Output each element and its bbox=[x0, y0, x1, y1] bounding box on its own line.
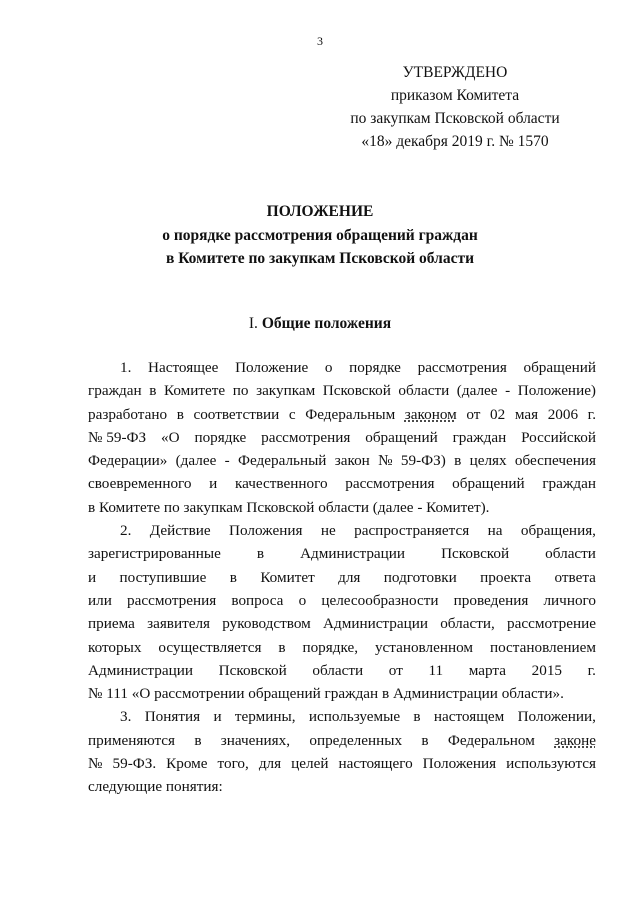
word: проекта bbox=[480, 568, 532, 586]
word: в bbox=[421, 731, 429, 749]
word: подготовки bbox=[383, 568, 457, 586]
word: в bbox=[413, 708, 421, 726]
law-link[interactable]: законом bbox=[404, 405, 457, 423]
paragraph-line bbox=[88, 659, 596, 682]
word: Настоящее bbox=[148, 359, 219, 376]
word: порядке, bbox=[302, 638, 359, 656]
page-number: 3 bbox=[317, 34, 323, 48]
word: в bbox=[278, 638, 286, 656]
section-title: Общие положения bbox=[261, 315, 392, 332]
word: граждан bbox=[452, 428, 507, 446]
document-title bbox=[0, 200, 640, 271]
line-text bbox=[88, 403, 596, 426]
paragraph-line bbox=[88, 636, 596, 659]
word: которых bbox=[88, 638, 142, 656]
word: настоящем bbox=[433, 708, 505, 726]
paragraph-line: в Комитете по закупкам Псковской области (далее - Комитет). bbox=[88, 498, 490, 516]
word: постановлением bbox=[489, 638, 596, 656]
word: осуществляется bbox=[158, 638, 262, 656]
word: и bbox=[209, 475, 218, 493]
word: рассмотрения bbox=[261, 428, 351, 446]
paragraph-line bbox=[88, 519, 596, 542]
word: не bbox=[320, 522, 336, 540]
text: от 02 мая 2006 г. bbox=[456, 405, 596, 423]
word: значениях, bbox=[220, 731, 291, 749]
word: 3. bbox=[120, 708, 132, 726]
word: о bbox=[324, 359, 333, 376]
approval-block bbox=[325, 61, 585, 153]
line-text: Федерации» (далее - Федеральный закон № 59-ФЗ) в целях обеспечения bbox=[88, 452, 596, 470]
word: обращений bbox=[452, 475, 525, 493]
word: Псковской bbox=[218, 661, 287, 679]
word: определенных bbox=[309, 731, 403, 749]
section-number: I. bbox=[248, 315, 262, 332]
word: ответа bbox=[554, 568, 596, 586]
word: Федеральном bbox=[447, 731, 535, 749]
word: рассмотрения bbox=[417, 359, 507, 376]
text: разработано в соответствии с Федеральным bbox=[88, 405, 405, 423]
paragraph-line bbox=[88, 403, 596, 426]
word: и bbox=[213, 708, 222, 726]
paragraph-line bbox=[88, 612, 596, 635]
approval-line: «18» декабря 2019 г. № 1570 bbox=[361, 133, 549, 150]
paragraph-line bbox=[88, 705, 596, 728]
word: распространяется bbox=[354, 522, 470, 540]
word: обращений bbox=[365, 428, 438, 446]
line-text: граждан в Комитете по закупкам Псковской области (далее - Положение) bbox=[88, 382, 596, 400]
word: качественного bbox=[235, 475, 328, 493]
word: «О bbox=[161, 428, 180, 446]
section-heading bbox=[0, 315, 640, 333]
word: применяются bbox=[88, 731, 176, 749]
paragraph-line bbox=[88, 729, 596, 752]
paragraph-line bbox=[88, 589, 596, 612]
word: и bbox=[88, 568, 97, 586]
law-link[interactable]: законе bbox=[554, 731, 596, 749]
paragraph-line bbox=[88, 542, 596, 565]
word: установленном bbox=[374, 638, 474, 656]
word: поступившие bbox=[119, 568, 207, 586]
paragraph-line bbox=[88, 752, 596, 775]
document-body bbox=[88, 356, 596, 799]
paragraph-line: следующие понятия: bbox=[88, 778, 223, 796]
paragraph-line bbox=[88, 566, 596, 589]
word: 11 bbox=[428, 661, 444, 679]
paragraph-line bbox=[88, 379, 596, 402]
word: на bbox=[487, 522, 503, 540]
title-line: ПОЛОЖЕНИЕ bbox=[266, 203, 374, 220]
approval-line: по закупкам Псковской области bbox=[350, 110, 560, 127]
paragraph-line bbox=[88, 472, 596, 495]
word: зарегистрированные bbox=[88, 545, 221, 563]
word: от bbox=[388, 661, 403, 679]
word: обращений bbox=[523, 359, 596, 376]
line-text: № 59-ФЗ. Кроме того, для целей настоящего Положения используются bbox=[88, 755, 596, 773]
word: г. bbox=[587, 661, 596, 679]
word: 2. bbox=[120, 522, 132, 540]
word: порядке bbox=[194, 428, 247, 446]
word: в bbox=[194, 731, 202, 749]
word: области bbox=[312, 661, 364, 679]
word: используемые bbox=[308, 708, 401, 726]
word: Действие bbox=[149, 522, 211, 540]
word: обращения, bbox=[520, 522, 596, 540]
word: рассмотрения bbox=[345, 475, 435, 493]
word: Российской bbox=[521, 428, 596, 446]
word: области bbox=[545, 545, 596, 563]
word: Понятия bbox=[144, 708, 201, 726]
approval-line: УТВЕРЖДЕНО bbox=[402, 64, 508, 81]
line-text: приема заявителя руководством Администрации области, рассмотрение bbox=[88, 615, 596, 633]
line-text: или рассмотрения вопроса о целесообразности проведения личного bbox=[88, 591, 596, 609]
approval-line: приказом Комитета bbox=[390, 87, 520, 104]
word: № 59-ФЗ bbox=[88, 428, 147, 446]
word: 1. bbox=[120, 359, 132, 376]
paragraph-line bbox=[88, 426, 596, 449]
word: в bbox=[229, 568, 237, 586]
word: 2015 bbox=[531, 661, 563, 679]
word: Псковской bbox=[441, 545, 510, 563]
word: Администрации bbox=[88, 661, 193, 679]
word: для bbox=[338, 568, 361, 586]
paragraph-line bbox=[88, 356, 596, 379]
word: порядке bbox=[349, 359, 401, 376]
title-line: о порядке рассмотрения обращений граждан bbox=[162, 226, 478, 244]
title-line: в Комитете по закупкам Псковской области bbox=[165, 250, 475, 267]
word: Положении, bbox=[517, 708, 596, 726]
paragraph-line bbox=[88, 449, 596, 472]
word: Администрации bbox=[300, 545, 406, 563]
word: своевременного bbox=[88, 475, 192, 493]
word: термины, bbox=[234, 708, 296, 726]
word: граждан bbox=[542, 475, 596, 493]
word: Положение bbox=[235, 359, 309, 376]
paragraph-line: № 111 «О рассмотрении обращений граждан в Администрации области». bbox=[88, 685, 564, 703]
word: Положения bbox=[229, 522, 303, 540]
word: Комитет bbox=[260, 568, 315, 586]
word: марта bbox=[468, 661, 506, 679]
word: в bbox=[256, 545, 265, 563]
